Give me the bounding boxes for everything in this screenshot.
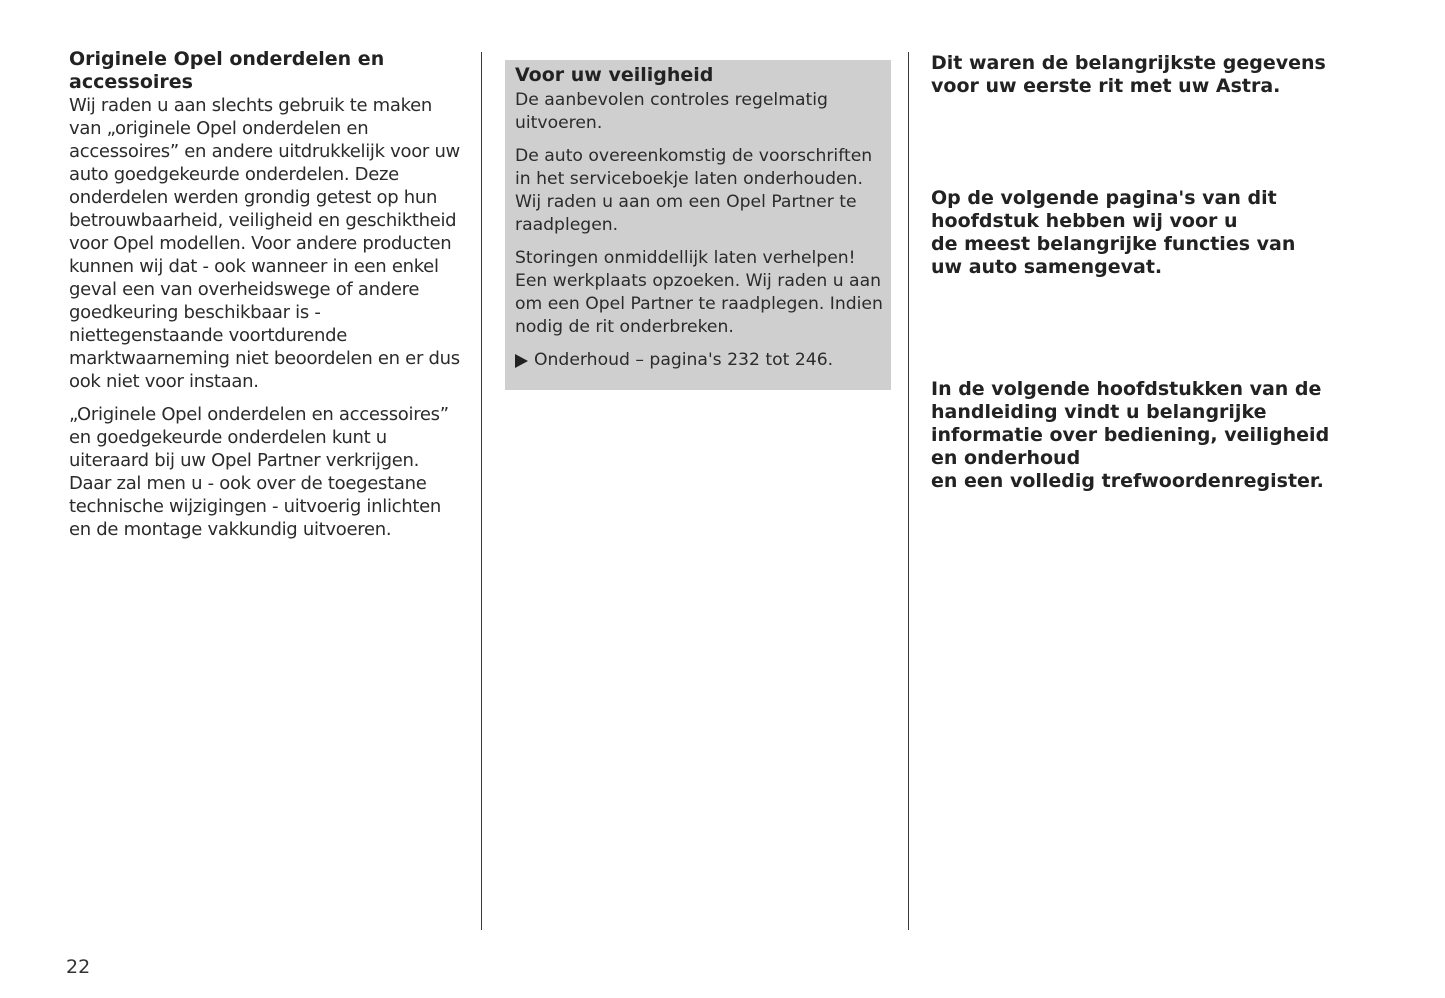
arrow-right-icon [515,354,528,368]
right-text-following-chapters: In de volgende hoofdstukken van de handleiding vindt u belangrijke informatie over bediening, veiligheid en onderhoud en een volledig trefwoordenregister. [931,378,1330,492]
right-text-first-ride: Dit waren de belangrijkste gegevens voor uw eerste rit met uw Astra. [931,52,1326,97]
paragraph-original-parts-1: Wij raden u aan slechts gebruik te maken van „originele Opel onderdelen en accessoires” en andere uitdrukkelijk voor uw auto goedgekeurde onderdelen. Deze onderdelen werden grondig getest op hun betrouwbaarheid, veiligheid en geschiktheid voor Opel modellen. Voor andere producten kunnen wij dat - ook wanneer in een enkel geval een van overheidswege of andere goedkeuring beschikbaar is - niettegenstaande voortdurende marktwaarneming niet beoordelen en er dus ook niet voor instaan. [69,95,460,392]
column-divider-left [481,52,482,930]
section-heading-original-parts: Originele Opel onderdelen en accessoires [69,48,385,93]
safety-heading: Voor uw veiligheid [515,64,714,86]
safety-paragraph-3: Storingen onmiddellijk laten verhelpen! Een werkplaats opzoeken. Wij raden u aan om een Opel Partner te raadplegen. Indien nodig de rit onderbreken. [515,248,883,337]
right-block-first-ride [931,52,1331,98]
maintenance-reference [515,349,883,372]
safety-paragraph-1: De aanbevolen controles regelmatig uitvoeren. [515,90,828,133]
right-block-following-chapters [931,378,1331,493]
safety-notice-box [505,60,891,390]
paragraph-original-parts-2: „Originele Opel onderdelen en accessoires” en goedgekeurde onderdelen kunt u uiteraard bij uw Opel Partner verkrijgen. Daar zal men u - ook over de toegestane technische wijzigingen - uitvoerig inlichten en de montage vakkundig uitvoeren. [69,404,449,540]
column-divider-right [908,52,909,930]
page-number: 22 [66,956,91,978]
left-column [69,48,465,541]
right-block-functions-summary [931,187,1331,279]
safety-paragraph-2: De auto overeenkomstig de voorschriften in het serviceboekje laten onderhouden. Wij raden u aan om een Opel Partner te raadplegen. [515,146,873,235]
maintenance-reference-text: Onderhoud – pagina's 232 tot 246. [534,350,834,370]
right-text-functions-summary: Op de volgende pagina's van dit hoofdstuk hebben wij voor u de meest belangrijke functies van uw auto samengevat. [931,187,1296,278]
